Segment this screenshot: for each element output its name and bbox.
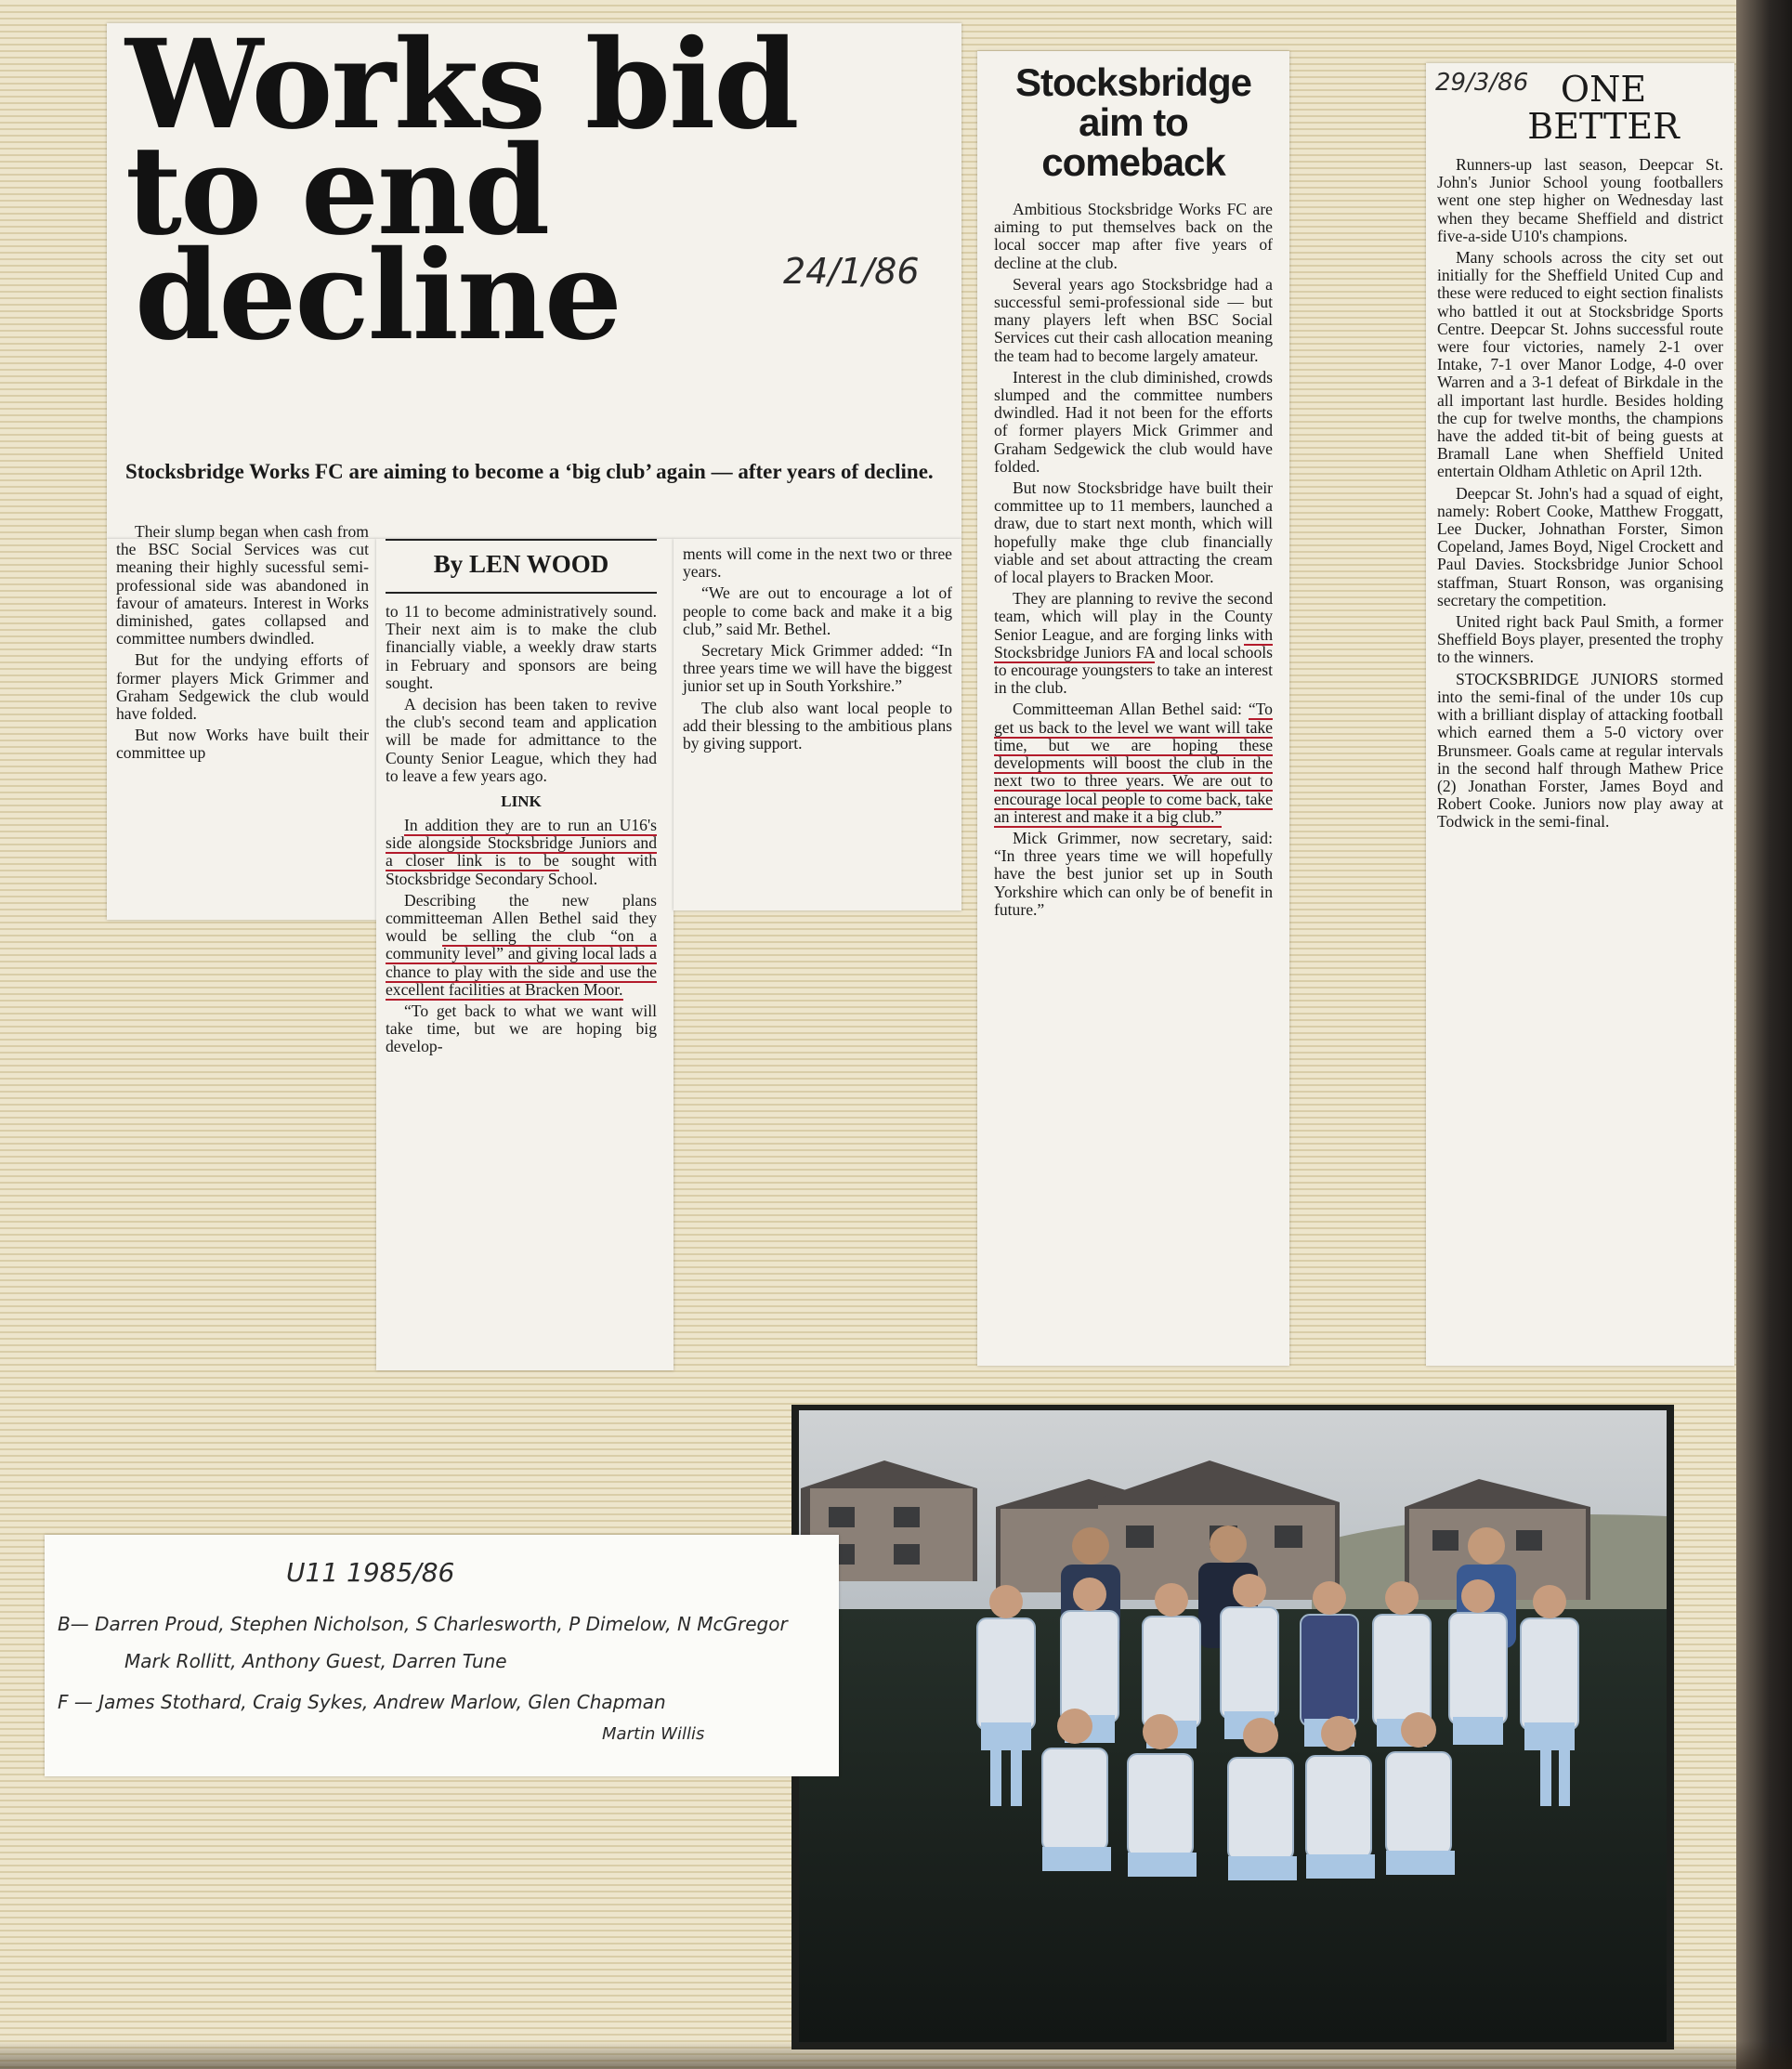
team-photo-image — [791, 1405, 1674, 2049]
byline: By LEN WOOD — [433, 550, 609, 578]
clipping-one-better: 29/3/86 ONE BETTER Runners-up last season, Deepcar St. John's Junior School young footballers went one step higher on Wednesday last when they became Sheffield and district five-a-side U10's champions. Many schools across the city set out initially for the Sheffield United Cup and these were reduced to eight section finalists who battled it out at Stocksbridge Sports Centre. Deepcar St. Johns successful route were four victories, namely 2-1 over Intake, 7-1 over Manor Lodge, 4-0 over Warren and a 3-1 defeat of Birkdale in the all important last hurdle. Besides holding the cup for twelve months, the champions have the added tit-bit of being guests at Bramall Lane when Sheffield United entertain Oldham Athletic on April 12th. Deepcar St. John's had a squad of eight, namely: Robert Cooke, Matthew Froggatt, Lee Ducker, Johnathan Forster, Simon Copeland, James Boyd, Nigel Crockett and Paul Davies. Stocksbridge Junior School staffman, Stuart Ronson, was organising secretary the competition. United right back Paul Smith, a former Sheffield Boys player, presented the trophy to the winners. STOCKSBRIDGE JUNIORS stormed into the semi-final of the under 10s cup with a brilliant display of attacking football which earned them a 5-0 victory over Brunsmeer. Goals came at regular intervals in the second half through Mathew Price (2) Jonathan Forster, James Boyd and Robert Cooke. Juniors now play away at Todwick in the semi-final. — [1426, 63, 1734, 1366]
link-subheading: LINK — [501, 792, 542, 811]
caption-title: U11 1985/86 — [286, 1557, 455, 1588]
team-photo — [791, 1405, 1674, 2049]
works-column-3: ments will come in the next two or three years. “We are out to encourage a lot of people to come back and make it a big club,” said Mr. Bethel. Secretary Mick Grimmer added: “In three years time we will have the biggest junior set up in South Yorkshire.” The club also want local people to add their blessing to the ambitious plans by giving support. — [683, 544, 952, 753]
album-bottom-edge — [0, 2041, 1792, 2069]
album-edge — [1736, 0, 1792, 2069]
works-column-1: Their slump began when cash from the BSC Social Services was cut meaning their highly sucessful semi-professional side was abandoned in favour of amateurs. Interest in Works diminished, gates collapsed and committee numbers dwindled. But for the undying efforts of former players Mick Grimmer and Graham Sedgewick the club would have folded. But now Works have built their committee up — [116, 522, 369, 763]
subheading-works: Stocksbridge Works FC are aiming to become a ‘big club’ again — after years of decline. — [125, 460, 934, 483]
headline-comeback: Stocksbridge aim to comeback — [1014, 60, 1252, 184]
headline-works-bid: Works bid to end decline — [125, 13, 798, 369]
caption-line-back-2: Mark Rollitt, Anthony Guest, Darren Tune — [124, 1650, 507, 1672]
caption-line-back: B— Darren Proud, Stephen Nicholson, S Charlesworth, P Dimelow, N McGregor — [58, 1613, 788, 1635]
link-paragraph: In addition they are to run an U16's side alongside Stocksbridge Juniors and a closer link is to be sought with Stocksbridge Secondary School. — [386, 816, 657, 888]
caption-card — [45, 1535, 839, 1776]
clipping-works-bid — [107, 13, 961, 1361]
clipping-comeback: Stocksbridge aim to comeback Ambitious Stocksbridge Works FC are aiming to put themselves back on the local soccer map after five years of decline at the club. Several years ago Stocksbridge had a successful semi-professional side — but many players left when BSC Social Services cut their cash allocation meaning the team had to become largely amateur. Interest in the club diminished, crowds slumped and the committee numbers dwindled. Had it not been for the efforts of former players Mick Grimmer and Graham Sedgewick the club would have folded. But now Stocksbridge have built their committee up to 11 members, launched a draw, due to start next month, which will hopefully make thge club financially viable and set about attracting the cream of local players to Bracken Moor. They are planning to revive the second team, which will play in the County Senior League, and are forging links with Stocksbridge Juniors FA and local schools to encourage youngsters to take an interest in the club. Committeeman Allan Bethel said: “To get us back to the level we want will take time, but we are hoping these developments will boost the club in the next two to three years. We are out to encourage local people to come back, take an interest and make it a big club.” Mick Grimmer, now secretary, said: “In three years time we will hopefully have the best junior set up in South Yorkshire which can only be of benefit in future.” — [977, 51, 1289, 1366]
caption-line-front-2: Martin Willis — [602, 1724, 705, 1744]
comeback-links-paragraph: They are planning to revive the second team, which will play in the County Senior League, and are forging links with Stocksbridge Juniors FA and local schools to encourage youngsters to take an interest in the club. — [994, 589, 1274, 698]
works-column-2: By LEN WOOD to 11 to become administratively sound. Their next aim is to make the club financially viable, a weekly draw starts in February and sponsors are being sought. A decision has been taken to revive the club's second team and application will be made for admittance to the County Senior League, which they had to leave a few years ago. LINK In addition they are to run an U16's side alongside Stocksbridge Juniors and a closer link is to be sought with Stocksbridge Secondary School. Describing the new plans committeeman Allen Bethel said they would be selling the club “on a community level” and giving local lads a chance to play with the side and use the excellent facilities at Bracken Moor. “To get back to what we want will take time, but we are hoping big develop- — [386, 539, 657, 1060]
date-note-works: 24/1/86 — [783, 251, 920, 292]
comeback-bethel-paragraph: Committeeman Allan Bethel said: “To get us back to the level we want will take time, but we are hoping these developments will boost the club in the next two to three years. We are out to encourage local people to come back, take an interest and make it a big club.” — [994, 700, 1273, 826]
headline-one-better: ONE BETTER — [1527, 69, 1680, 147]
bethel-paragraph: Describing the new plans committeeman Allen Bethel said they would be selling the club “on a community level” and giving local lads a chance to play with the side and use the excellent facilities at Bracken Moor. — [386, 890, 657, 999]
caption-line-front: F — James Stothard, Craig Sykes, Andrew Marlow, Glen Chapman — [58, 1691, 666, 1713]
date-note-one-better: 29/3/86 — [1435, 69, 1529, 97]
byline-rule-bottom — [386, 592, 657, 594]
